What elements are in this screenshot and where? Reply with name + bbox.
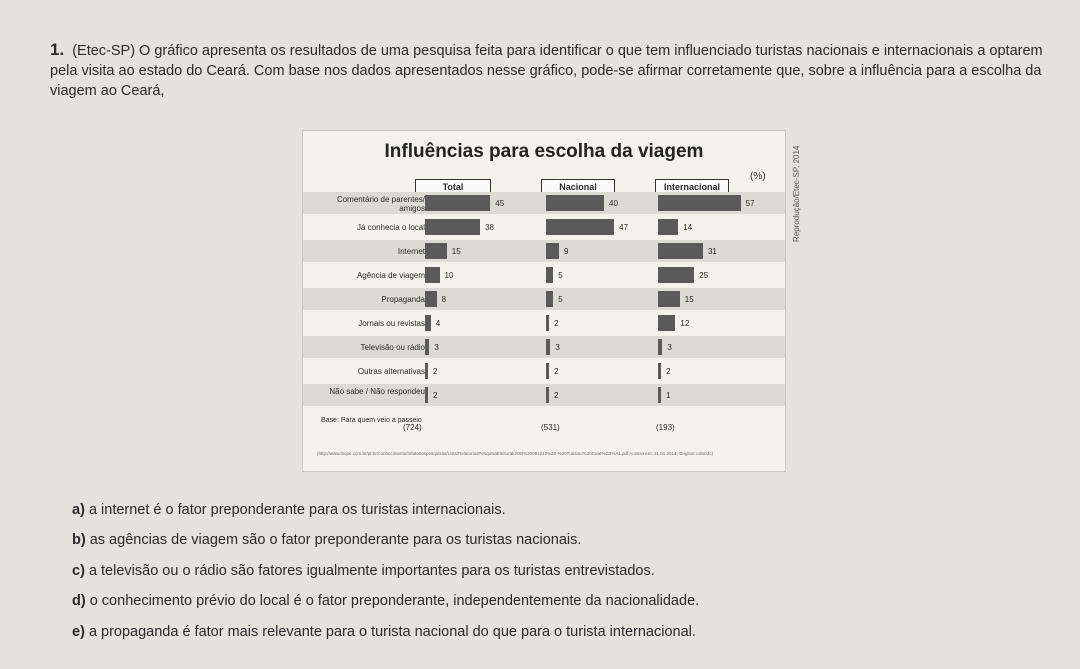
option-letter: a) <box>72 502 85 518</box>
bar-value: 57 <box>745 199 755 208</box>
category-label: Internet <box>397 247 425 256</box>
option-letter: d) <box>72 593 86 609</box>
bar-value: 38 <box>485 223 494 232</box>
chart-title: Influências para escolha da viagem <box>384 141 704 162</box>
question-text: (Etec-SP) O gráfico apresenta os resultados de uma pesquisa feita para identificar o que tem influenciado turistas nacionais e internacionais a optarem pela visita ao estado do Ceará. Com base nos dados apresentados nesse gráfico, pode-se afirmar corretamente que, sobre a influência para a escolha da viagem ao Ceará, <box>50 43 1043 99</box>
bar-value: 45 <box>495 199 505 208</box>
base-nacional: (531) <box>541 423 560 432</box>
bar-nacional <box>546 195 604 211</box>
bar-value: 5 <box>558 295 563 304</box>
bar-value: 25 <box>699 271 709 280</box>
base-label: Base: Para quem veio a passeio <box>321 417 422 424</box>
bar-internacional <box>658 243 703 259</box>
bar-value: 2 <box>433 367 438 376</box>
option-letter: b) <box>72 532 86 548</box>
bar-value: 2 <box>554 367 559 376</box>
bar-nacional <box>546 291 553 307</box>
bar-internacional <box>658 291 680 307</box>
bar-value: 1 <box>666 391 671 400</box>
series-header-total: Total <box>415 179 491 195</box>
bar-value: 4 <box>435 319 441 328</box>
chart-figure <box>302 130 786 472</box>
bar-value: 15 <box>684 295 694 304</box>
option-text: a internet é o fator preponderante para os turistas internacionais. <box>88 502 506 518</box>
series-header-internacional: Internacional <box>655 179 729 195</box>
bar-internacional <box>658 219 678 235</box>
bar-value: 5 <box>558 271 563 280</box>
bar-value: 2 <box>433 391 438 400</box>
bar-nacional <box>546 363 549 379</box>
option-letter: c) <box>72 563 85 579</box>
bar-total <box>425 315 431 331</box>
bar-total <box>425 267 440 283</box>
option-c[interactable] <box>72 563 655 579</box>
base-internacional: (193) <box>656 423 675 432</box>
bar-value: 2 <box>554 319 559 328</box>
bar-internacional <box>658 267 694 283</box>
bar-value: 9 <box>564 247 569 256</box>
bar-value: 47 <box>619 223 629 232</box>
bar-total <box>425 339 429 355</box>
category-label: Comentário de parentes/ amigos <box>336 195 425 213</box>
category-label: Propaganda <box>381 295 425 304</box>
option-letter: e) <box>72 624 85 640</box>
bar-total <box>425 363 428 379</box>
bar-nacional <box>546 315 549 331</box>
bar-value: 2 <box>666 367 671 376</box>
bar-nacional <box>546 267 553 283</box>
bar-total <box>425 243 447 259</box>
category-label: Agência de viagem <box>356 271 425 280</box>
bar-value: 31 <box>707 247 717 256</box>
bar-value: 2 <box>554 391 559 400</box>
bar-internacional <box>658 315 675 331</box>
bar-total <box>425 387 428 403</box>
option-text: as agências de viagem são o fator preponderante para os turistas nacionais. <box>89 532 582 548</box>
bar-internacional <box>658 339 662 355</box>
bar-value: 12 <box>680 319 690 328</box>
unit-label: (%) <box>750 171 766 182</box>
bar-internacional <box>658 363 661 379</box>
bar-internacional <box>658 387 661 403</box>
option-text: a propaganda é fator mais relevante para o turista nacional do que para o turista internacional. <box>88 624 696 640</box>
category-label: Televisão ou rádio <box>360 343 425 352</box>
question-statement <box>50 40 1050 101</box>
bar-nacional <box>546 339 550 355</box>
bar-internacional <box>658 195 741 211</box>
bar-total <box>425 195 490 211</box>
bar-value: 14 <box>683 223 693 232</box>
category-label: Já conhecia o local <box>356 223 425 232</box>
option-b[interactable] <box>72 532 581 548</box>
category-label: Outras alternativas <box>357 367 425 376</box>
bar-total <box>425 291 437 307</box>
bar-value: 15 <box>451 247 461 256</box>
base-total: (724) <box>403 423 422 432</box>
bar-nacional <box>546 219 614 235</box>
chart-source: (http://www.ibope.com.br/pt-br/conhecimento/relatoriospesquisas/Lists/RelatoriosPesquisaEleitoral/JOB%20091010%20-%20Turismo%20Cear%C3%A1.pdf Acesso em: 31.01.2014. Original colorido) <box>317 451 714 456</box>
bar-value: 3 <box>434 343 439 352</box>
bar-value: 10 <box>444 271 454 280</box>
option-text: a televisão ou o rádio são fatores igualmente importantes para os turistas entrevistados. <box>88 563 655 579</box>
bar-nacional <box>546 243 559 259</box>
bar-value: 3 <box>555 343 560 352</box>
image-credit: Reprodução/Etec-SP, 2014 <box>792 145 801 242</box>
bar-nacional <box>546 387 549 403</box>
question-number: 1. <box>50 40 65 59</box>
series-header-nacional: Nacional <box>541 179 615 195</box>
bar-value: 8 <box>441 295 447 304</box>
option-text: o conhecimento prévio do local é o fator preponderante, independentemente da nacionalidade. <box>89 593 700 609</box>
bar-total <box>425 219 480 235</box>
bar-value: 3 <box>667 343 672 352</box>
option-a[interactable] <box>72 502 506 518</box>
category-label: Não sabe / Não respondeu <box>329 387 425 396</box>
category-label: Jornais ou revistas <box>358 319 425 328</box>
bar-value: 40 <box>609 199 618 208</box>
option-e[interactable] <box>72 624 696 640</box>
option-d[interactable] <box>72 593 699 609</box>
